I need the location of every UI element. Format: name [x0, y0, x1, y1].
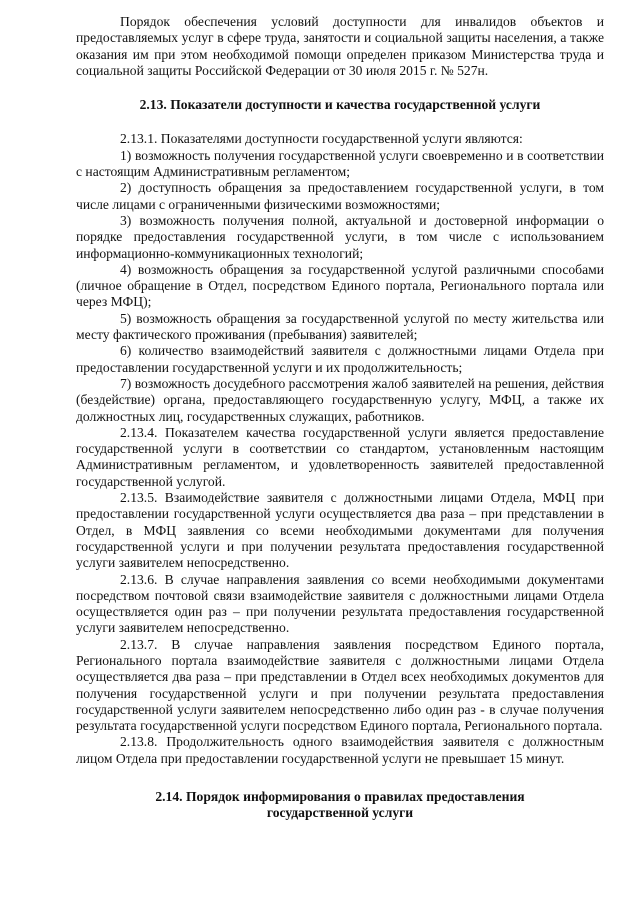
list-item-4: 4) возможность обращения за государственной услугой различными способами (личное обращение в Отдел, посредством Единого портала, Регионального портала или через МФЦ); — [76, 261, 604, 310]
section-2-14-heading-line-2: государственной услуги — [266, 805, 414, 821]
section-2-14-heading-line-1: 2.14. Порядок информирования о правилах предоставления — [155, 789, 525, 805]
paragraph-2-13-5: 2.13.5. Взаимодействие заявителя с должностными лицами Отдела, МФЦ при предоставлении государственной услуги осуществляется два раза – при представлении в Отдел, в МФЦ заявления со всеми необходимыми документами для получения государственной услуги и при получении результата предоставления государственной услуги заявителем непосредственно. — [76, 490, 604, 571]
list-item-2: 2) доступность обращения за предоставлением государственной услуги, в том числе лицами с ограниченными физическими возможностями; — [76, 180, 604, 212]
section-2-13-heading: 2.13. Показатели доступности и качества государственной услуги — [139, 97, 541, 113]
list-item-1: 1) возможность получения государственной услуги своевременно и в соответствии с настоящим Административным регламентом; — [76, 147, 604, 180]
paragraph-2-13-8: 2.13.8. Продолжительность одного взаимодействия заявителя с должностным лицом Отдела при предоставлении государственной услуги не превышает 15 минут. — [76, 734, 604, 766]
list-item-5: 5) возможность обращения за государственной услугой по месту жительства или месту фактического проживания (пребывания) заявителей; — [76, 310, 604, 343]
paragraph-2-13-4: 2.13.4. Показателем качества государственной услуги является предоставление государственной услуги в соответствии со стандартом, установленным настоящим Административным регламентом, и удовлетворенность заявителей предоставленной государственной услугой. — [76, 424, 604, 489]
paragraph-2-13-1: 2.13.1. Показателями доступности государственной услуги являются: — [120, 131, 523, 147]
list-item-6: 6) количество взаимодействий заявителя с должностными лицами Отдела при предоставлении государственной услуги и их продолжительность; — [76, 343, 604, 375]
section-2-14-heading — [76, 789, 604, 822]
paragraph-2-13-7: 2.13.7. В случае направления заявления посредством Единого портала, Регионального портала взаимодействие заявителя с должностными лицами Отдела осуществляется два раза – при представлении в Отдел всех необходимых документов для получения государственной услуги и при получении результата предоставления государственной услуги заявителем непосредственно либо один раз - в случае получения результата государственной услуги посредством Единого портала, Регионального портала. — [76, 636, 604, 734]
list-item-7: 7) возможность досудебного рассмотрения жалоб заявителей на решения, действия (бездействие) органа, предоставляющего государственную услугу, МФЦ, а также их должностных лиц, государственных служащих, работников. — [76, 375, 604, 424]
document-page — [76, 14, 604, 822]
paragraph-2-13-6: 2.13.6. В случае направления заявления со всеми необходимыми документами посредством почтовой связи взаимодействие заявителя с должностными лицами Отдела осуществляется один раз – при получении результата предоставления государственной услуги заявителем непосредственно. — [76, 571, 604, 636]
list-item-3: 3) возможность получения полной, актуальной и достоверной информации о порядке предоставления государственной услуги, в том числе с использованием информационно-коммуникационных технологий; — [76, 212, 604, 261]
intro-paragraph: Порядок обеспечения условий доступности для инвалидов объектов и предоставляемых услуг в сфере труда, занятости и социальной защиты населения, а также оказания им при этом необходимой помощи определен приказом Министерства труда и социальной защиты Российской Федерации от 30 июля 2015 г. № 527н. — [76, 14, 604, 78]
